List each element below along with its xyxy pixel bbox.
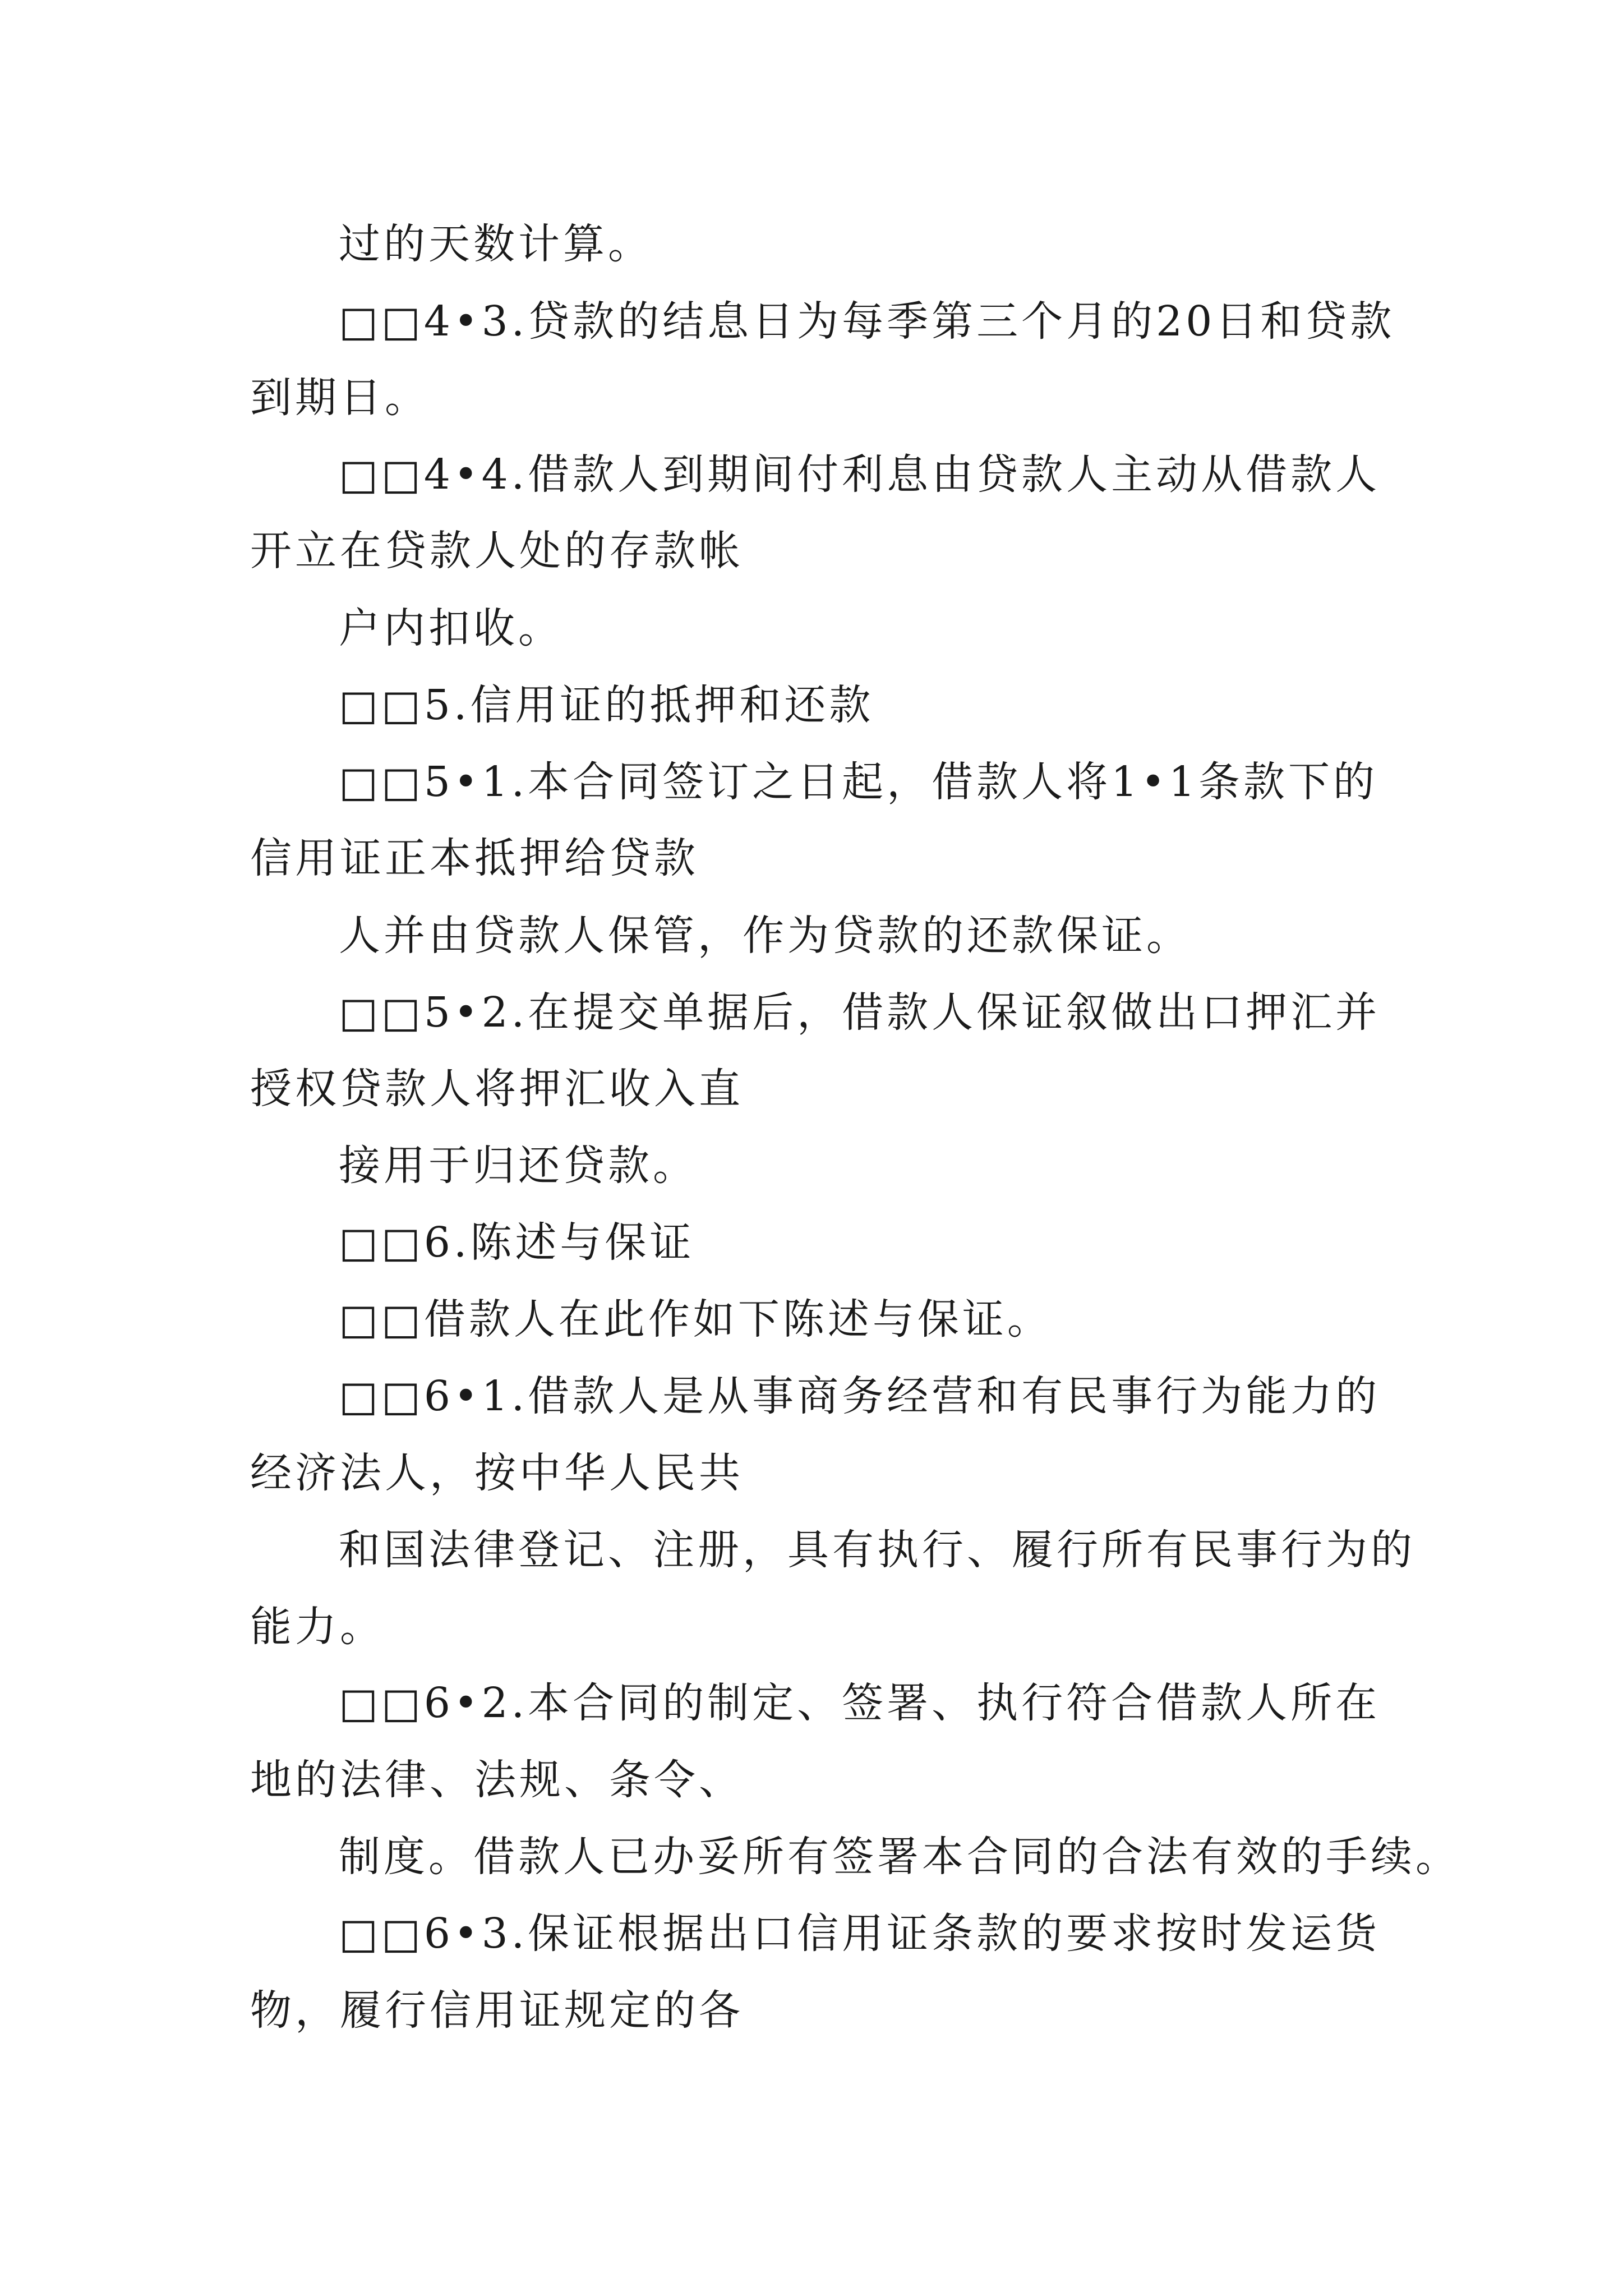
text-line: □□6•1.借款人是从事商务经营和有民事行为能力的 — [339, 1372, 1381, 1420]
text-line: 物，履行信用证规定的各 — [250, 1986, 744, 2035]
text-line: □□4•3.贷款的结息日为每季第三个月的20日和贷款 — [339, 297, 1395, 346]
text-line: □□5•1.本合同签订之日起，借款人将1•1条款下的 — [339, 758, 1378, 806]
text-line: □□5.信用证的抵押和还款 — [339, 681, 874, 729]
text-line: 人并由贷款人保管，作为贷款的还款保证。 — [339, 912, 1191, 960]
text-line: □□4•4.借款人到期间付利息由贷款人主动从借款人 — [339, 450, 1381, 499]
text-line: 到期日。 — [250, 374, 430, 422]
text-line: 接用于归还贷款。 — [339, 1142, 698, 1190]
text-line: □□借款人在此作如下陈述与保证。 — [339, 1295, 1052, 1343]
text-line: 授权贷款人将押汇收入直 — [250, 1065, 744, 1113]
text-line: 信用证正本抵押给贷款 — [250, 834, 699, 882]
text-line: 经济法人，按中华人民共 — [250, 1449, 744, 1497]
text-line: □□6•2.本合同的制定、签署、执行符合借款人所在 — [339, 1679, 1381, 1727]
text-line: 开立在贷款人处的存款帐 — [250, 527, 744, 575]
text-line: 过的天数计算。 — [339, 220, 653, 268]
text-line: 地的法律、法规、条令、 — [250, 1756, 744, 1804]
text-line: 和国法律登记、注册，具有执行、履行所有民事行为的 — [339, 1526, 1415, 1574]
text-line: 户内扣收。 — [339, 604, 563, 652]
text-line: 制度。借款人已办妥所有签署本合同的合法有效的手续。 — [339, 1833, 1460, 1881]
text-line: □□5•2.在提交单据后，借款人保证叙做出口押汇并 — [339, 988, 1381, 1037]
text-line: 能力。 — [250, 1603, 385, 1651]
text-line: □□6•3.保证根据出口信用证条款的要求按时发运货 — [339, 1910, 1381, 1958]
text-line: □□6.陈述与保证 — [339, 1218, 695, 1267]
